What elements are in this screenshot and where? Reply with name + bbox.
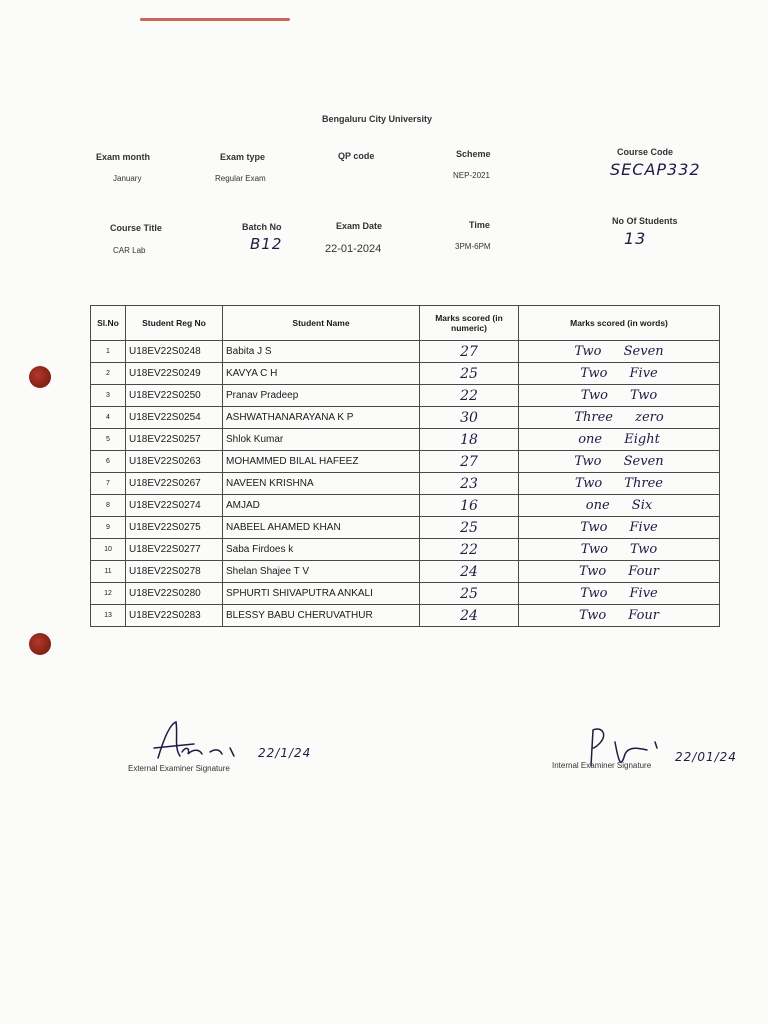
cell-marks-words: Two Seven (519, 341, 720, 363)
cell-marks-words: Two Five (519, 363, 720, 385)
cell-marks-words: Two Seven (519, 451, 720, 473)
cell-reg-no: U18EV22S0275 (126, 517, 223, 539)
external-signature-scribble (150, 718, 260, 766)
col-header-student-name: Student Name (223, 306, 420, 341)
course-title-label: Course Title (110, 223, 162, 233)
cell-slno: 10 (91, 539, 126, 561)
cell-marks-numeric: 16 (420, 495, 519, 517)
time-label: Time (469, 220, 490, 230)
scheme-label: Scheme (456, 149, 491, 159)
time-value: 3PM-6PM (455, 242, 491, 251)
col-header-slno: Sl.No (91, 306, 126, 341)
cell-marks-words: Two Five (519, 517, 720, 539)
cell-student-name: Babita J S (223, 341, 420, 363)
table-row (91, 407, 720, 429)
cell-marks-words: Two Four (519, 605, 720, 627)
cell-reg-no: U18EV22S0249 (126, 363, 223, 385)
batch-no-handwritten: B12 (250, 235, 283, 253)
exam-type-value: Regular Exam (215, 174, 266, 183)
course-title-value: CAR Lab (113, 246, 146, 255)
internal-signature-date: 22/01/24 (675, 750, 737, 764)
cell-slno: 4 (91, 407, 126, 429)
cell-marks-numeric: 23 (420, 473, 519, 495)
students-label: No Of Students (612, 216, 678, 226)
table-row (91, 429, 720, 451)
cell-marks-words: one Six (519, 495, 720, 517)
cell-marks-numeric: 27 (420, 451, 519, 473)
red-edge-mark (140, 18, 290, 21)
cell-marks-numeric: 25 (420, 363, 519, 385)
cell-marks-numeric: 22 (420, 539, 519, 561)
cell-slno: 1 (91, 341, 126, 363)
cell-slno: 8 (91, 495, 126, 517)
cell-slno: 9 (91, 517, 126, 539)
internal-examiner-label: Internal Examiner Signature (552, 761, 652, 770)
cell-marks-numeric: 24 (420, 561, 519, 583)
cell-marks-numeric: 25 (420, 583, 519, 605)
cell-marks-words: Two Three (519, 473, 720, 495)
cell-marks-numeric: 27 (420, 341, 519, 363)
cell-marks-numeric: 18 (420, 429, 519, 451)
col-header-marks-numeric: Marks scored (in numeric) (420, 306, 519, 341)
cell-marks-words: Two Two (519, 539, 720, 561)
cell-reg-no: U18EV22S0250 (126, 385, 223, 407)
cell-marks-numeric: 25 (420, 517, 519, 539)
cell-reg-no: U18EV22S0257 (126, 429, 223, 451)
cell-student-name: AMJAD (223, 495, 420, 517)
col-header-marks-words: Marks scored (in words) (519, 306, 720, 341)
cell-slno: 2 (91, 363, 126, 385)
cell-student-name: KAVYA C H (223, 363, 420, 385)
cell-student-name: NAVEEN KRISHNA (223, 473, 420, 495)
cell-marks-words: one Eight (519, 429, 720, 451)
cell-slno: 6 (91, 451, 126, 473)
table-row (91, 363, 720, 385)
table-body (91, 341, 720, 627)
cell-student-name: BLESSY BABU CHERUVATHUR (223, 605, 420, 627)
cell-slno: 12 (91, 583, 126, 605)
cell-slno: 3 (91, 385, 126, 407)
students-handwritten: 13 (624, 229, 647, 248)
qp-code-label: QP code (338, 151, 375, 161)
external-examiner-label: External Examiner Signature (128, 764, 230, 773)
cell-student-name: Shelan Shajee T V (223, 561, 420, 583)
table-row (91, 341, 720, 363)
table-row (91, 561, 720, 583)
cell-student-name: Pranav Pradeep (223, 385, 420, 407)
cell-reg-no: U18EV22S0267 (126, 473, 223, 495)
cell-marks-words: Two Four (519, 561, 720, 583)
table-row (91, 583, 720, 605)
table-row (91, 385, 720, 407)
scheme-value: NEP-2021 (453, 171, 490, 180)
cell-marks-words: Two Five (519, 583, 720, 605)
cell-reg-no: U18EV22S0274 (126, 495, 223, 517)
cell-marks-words: Three zero (519, 407, 720, 429)
cell-student-name: Saba Firdoes k (223, 539, 420, 561)
cell-student-name: SPHURTI SHIVAPUTRA ANKALI (223, 583, 420, 605)
col-header-reg-no: Student Reg No (126, 306, 223, 341)
cell-slno: 5 (91, 429, 126, 451)
exam-month-value: January (113, 174, 142, 183)
exam-month-label: Exam month (96, 152, 151, 162)
cell-marks-numeric: 22 (420, 385, 519, 407)
cell-student-name: ASHWATHANARAYANA K P (223, 407, 420, 429)
cell-reg-no: U18EV22S0248 (126, 341, 223, 363)
table-row (91, 473, 720, 495)
table-row (91, 539, 720, 561)
cell-marks-words: Two Two (519, 385, 720, 407)
cell-reg-no: U18EV22S0263 (126, 451, 223, 473)
table-row (91, 451, 720, 473)
university-name: Bengaluru City University (322, 114, 433, 124)
cell-reg-no: U18EV22S0280 (126, 583, 223, 605)
marks-table (90, 305, 720, 627)
course-code-handwritten: SECAP332 (610, 160, 701, 179)
cell-marks-numeric: 30 (420, 407, 519, 429)
course-code-label: Course Code (617, 147, 674, 157)
external-signature-date: 22/1/24 (258, 746, 312, 760)
batch-no-label: Batch No (242, 222, 282, 232)
exam-date-label: Exam Date (336, 221, 383, 231)
cell-student-name: Shlok Kumar (223, 429, 420, 451)
cell-marks-numeric: 24 (420, 605, 519, 627)
cell-reg-no: U18EV22S0278 (126, 561, 223, 583)
cell-reg-no: U18EV22S0283 (126, 605, 223, 627)
table-row (91, 605, 720, 627)
cell-slno: 7 (91, 473, 126, 495)
table-header-row (91, 306, 720, 341)
cell-student-name: MOHAMMED BILAL HAFEEZ (223, 451, 420, 473)
table-row (91, 495, 720, 517)
exam-type-label: Exam type (220, 152, 266, 162)
cell-student-name: NABEEL AHAMED KHAN (223, 517, 420, 539)
punch-hole-top (29, 366, 51, 388)
cell-slno: 11 (91, 561, 126, 583)
punch-hole-bottom (29, 633, 51, 655)
cell-reg-no: U18EV22S0277 (126, 539, 223, 561)
cell-reg-no: U18EV22S0254 (126, 407, 223, 429)
table-row (91, 517, 720, 539)
cell-slno: 13 (91, 605, 126, 627)
exam-date-value: 22-01-2024 (325, 243, 382, 255)
